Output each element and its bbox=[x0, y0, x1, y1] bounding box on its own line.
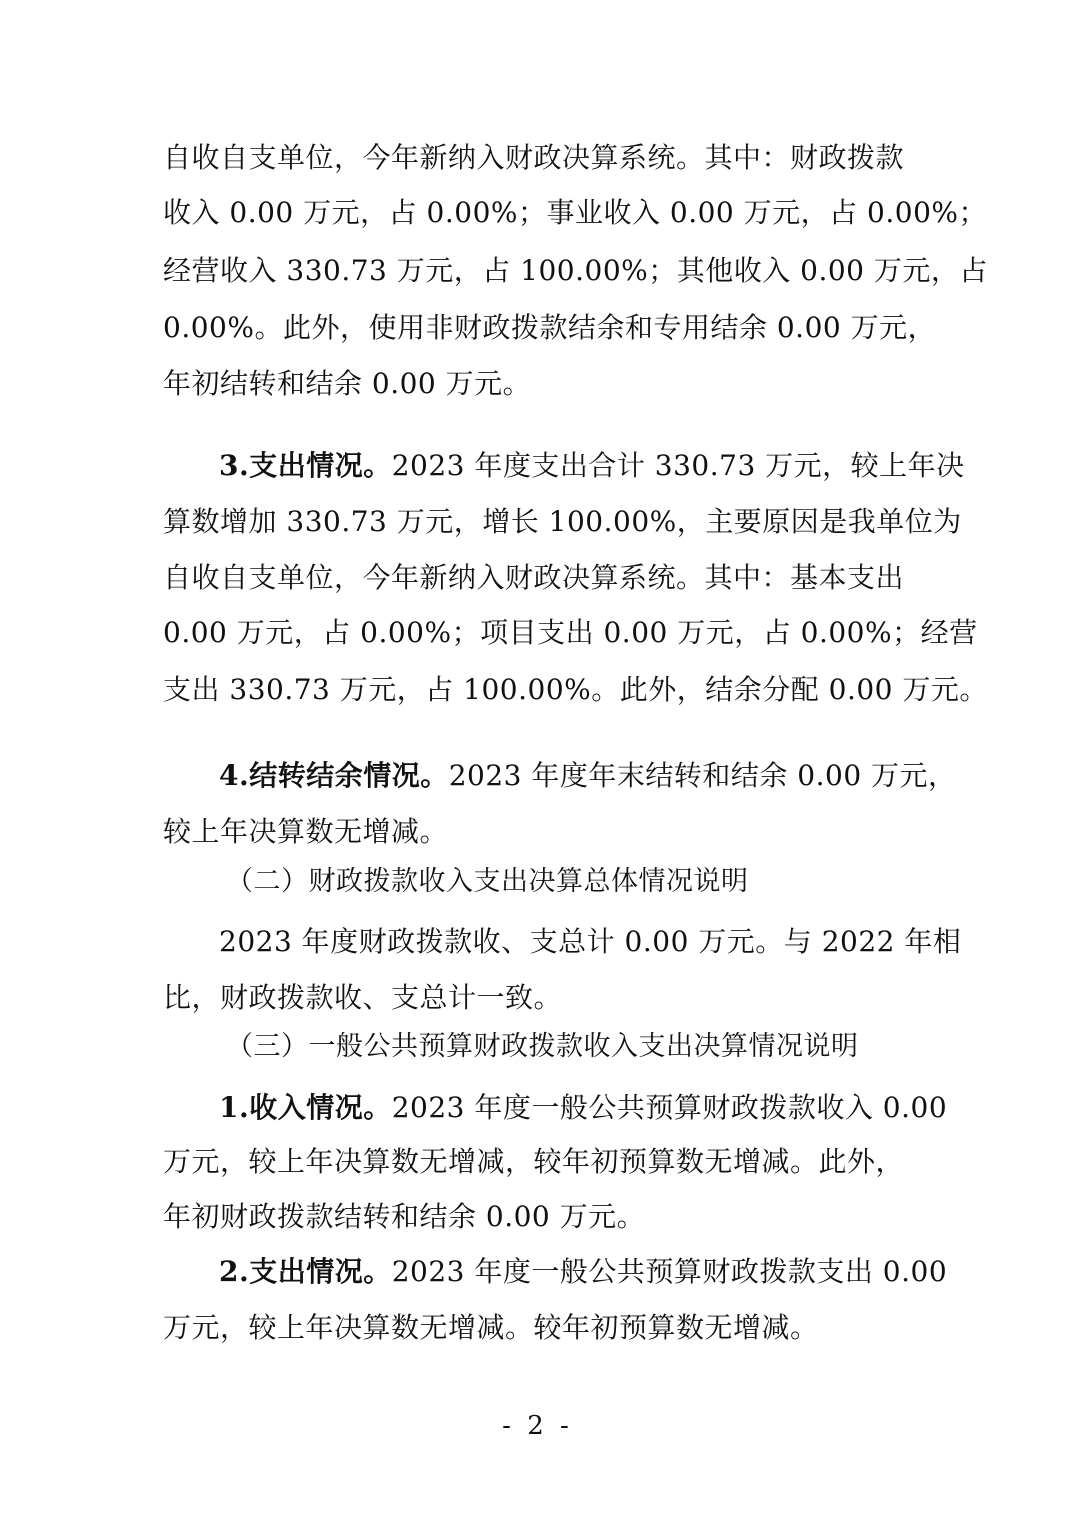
section-4-label: 4.结转结余情况。 bbox=[219, 759, 449, 792]
text-line: 自收自支单位，今年新纳入财政决算系统。其中：基本支出 bbox=[163, 561, 905, 594]
text-line: 经营收入 330.73 万元，占 100.00%；其他收入 0.00 万元，占 bbox=[163, 254, 988, 287]
text-line: 比，财政拨款收、支总计一致。 bbox=[163, 981, 563, 1014]
page-number: - 2 - bbox=[502, 1411, 573, 1441]
section-4-text: 2023 年度年末结转和结余 0.00 万元， bbox=[448, 759, 957, 792]
subsection-1-label: 1.收入情况。 bbox=[219, 1091, 392, 1124]
section-3-text: 2023 年度支出合计 330.73 万元，较上年决 bbox=[391, 449, 965, 482]
text-line: 较上年决算数无增减。 bbox=[163, 815, 449, 848]
subsection-2-label: 2.支出情况。 bbox=[219, 1255, 392, 1288]
subsection-1-first-line bbox=[219, 1088, 947, 1128]
section-4-first-line bbox=[219, 756, 957, 796]
text-line: 万元，较上年决算数无增减，较年初预算数无增减。此外， bbox=[163, 1145, 905, 1178]
subsection-1-text: 2023 年度一般公共预算财政拨款收入 0.00 bbox=[391, 1091, 948, 1124]
text-line: 自收自支单位，今年新纳入财政决算系统。其中：财政拨款 bbox=[163, 141, 905, 174]
subsection-2-text: 2023 年度一般公共预算财政拨款支出 0.00 bbox=[391, 1255, 948, 1288]
text-line: 2023 年度财政拨款收、支总计 0.00 万元。与 2022 年相 bbox=[219, 925, 962, 958]
text-line: 年初财政拨款结转和结余 0.00 万元。 bbox=[163, 1200, 646, 1233]
text-line: 万元，较上年决算数无增减。较年初预算数无增减。 bbox=[163, 1311, 819, 1344]
section-heading-3: （三）一般公共预算财政拨款收入支出决算情况说明 bbox=[226, 1031, 859, 1062]
text-line: 收入 0.00 万元，占 0.00%；事业收入 0.00 万元，占 0.00%； bbox=[163, 196, 987, 229]
section-heading-2: （二）财政拨款收入支出决算总体情况说明 bbox=[226, 866, 749, 897]
subsection-2-first-line bbox=[219, 1252, 947, 1292]
text-line: 0.00%。此外，使用非财政拨款结余和专用结余 0.00 万元， bbox=[163, 311, 937, 344]
text-line: 0.00 万元，占 0.00%；项目支出 0.00 万元，占 0.00%；经营 bbox=[163, 616, 978, 649]
text-line: 支出 330.73 万元，占 100.00%。此外，结余分配 0.00 万元。 bbox=[163, 673, 988, 706]
section-3-label: 3.支出情况。 bbox=[219, 449, 392, 482]
text-line: 年初结转和结余 0.00 万元。 bbox=[163, 367, 532, 400]
section-3-first-line bbox=[219, 446, 965, 486]
text-line: 算数增加 330.73 万元，增长 100.00%，主要原因是我单位为 bbox=[163, 505, 962, 538]
